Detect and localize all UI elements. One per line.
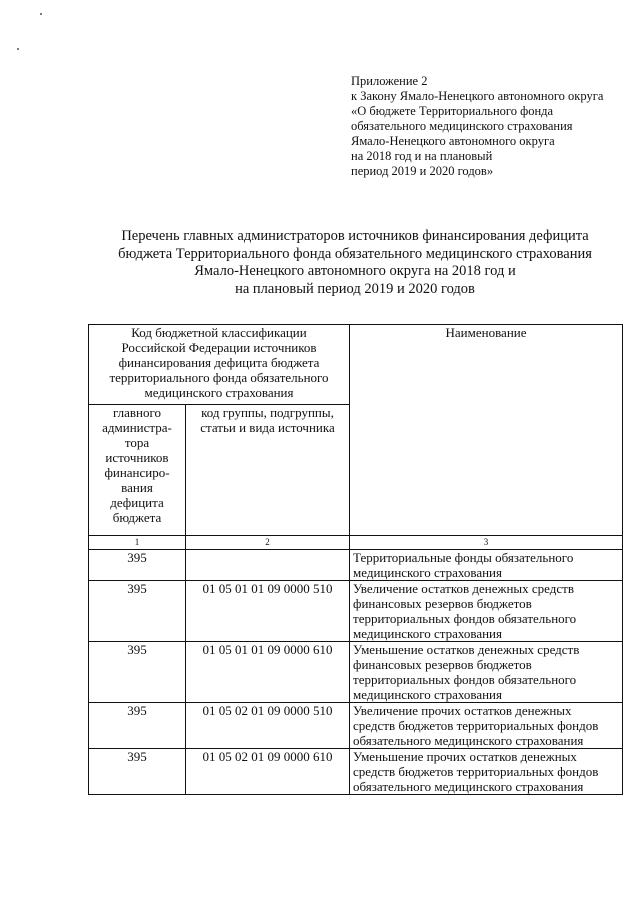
text-line: Российской Федерации источников (121, 340, 317, 355)
appendix-reference (351, 74, 636, 179)
text-line: средств бюджетов территориальных фондов (353, 764, 599, 779)
administrator-code: 395 (89, 642, 186, 703)
text-line: Ямало-Ненецкого автономного округа (351, 134, 555, 148)
text-line: на 2018 год и на плановый (351, 149, 493, 163)
source-code: 01 05 02 01 09 0000 610 (186, 749, 350, 795)
source-code: 01 05 01 01 09 0000 610 (186, 642, 350, 703)
text-line: медицинского страхования (353, 626, 502, 641)
chief-administrator-header (89, 405, 186, 536)
text-line: медицинского страхования (353, 565, 502, 580)
text-line: дефицита (110, 495, 164, 510)
text-line: Перечень главных администраторов источников финансирования дефицита (121, 228, 589, 244)
text-line: Территориальные фонды обязательного (353, 550, 574, 565)
text-line: на плановый период 2019 и 2020 годов (235, 280, 475, 297)
text-line: к Закону Ямало-Ненецкого автономного округа (351, 89, 604, 103)
text-line: обязательного медицинского страхования (353, 779, 584, 794)
scan-speck (40, 13, 42, 15)
text-line: средств бюджетов территориальных фондов (353, 718, 599, 733)
table-row (89, 550, 623, 581)
text-line: финансовых резервов бюджетов (353, 657, 532, 672)
source-name (350, 703, 623, 749)
source-name (350, 581, 623, 642)
text-line: обязательного медицинского страхования (351, 119, 573, 133)
text-line: статьи и вида источника (200, 420, 335, 435)
text-line: Увеличение остатков денежных средств (353, 581, 574, 596)
scan-speck (17, 48, 19, 50)
source-code: 01 05 01 01 09 0000 510 (186, 581, 350, 642)
table-row (89, 703, 623, 749)
text-line: территориальных фондов обязательного (353, 672, 577, 687)
text-line: территориального фонда обязательного (109, 370, 329, 385)
text-line: территориальных фондов обязательного (353, 611, 577, 626)
text-line: Ямало-Ненецкого автономного округа на 2018 год и (194, 263, 516, 279)
text-line: Приложение 2 (351, 74, 428, 88)
table-row (89, 581, 623, 642)
text-line: Увеличение прочих остатков денежных (353, 703, 572, 718)
text-line: главного (112, 405, 162, 420)
text-line: финансирования дефицита бюджета (118, 355, 320, 370)
text-line: Код бюджетной классификации (131, 325, 307, 340)
source-name (350, 550, 623, 581)
text-line: вания (121, 480, 153, 495)
source-code: 01 05 02 01 09 0000 510 (186, 703, 350, 749)
name-column-header: Наименование (350, 325, 623, 536)
administrator-code: 395 (89, 581, 186, 642)
text-line: медицинского страхования (144, 385, 294, 400)
administrators-table (88, 324, 623, 795)
text-line: Уменьшение прочих остатков денежных (353, 749, 577, 764)
table-row (89, 642, 623, 703)
text-line: источников (105, 450, 169, 465)
text-line: «О бюджете Территориального фонда (351, 104, 554, 118)
text-line: финансиро- (104, 465, 170, 480)
text-line: медицинского страхования (353, 687, 502, 702)
budget-classification-code-header (89, 325, 350, 405)
text-line: бюджета Территориального фонда обязательного медицинского страхования (118, 245, 592, 262)
text-line: обязательного медицинского страхования (353, 733, 584, 748)
administrator-code: 395 (89, 703, 186, 749)
document-title (90, 228, 620, 298)
table-row (89, 749, 623, 795)
text-line: период 2019 и 2020 годов» (351, 164, 494, 178)
source-name (350, 642, 623, 703)
text-line: финансовых резервов бюджетов (353, 596, 532, 611)
text-line: администра- (102, 420, 172, 435)
text-line: бюджета (112, 510, 162, 525)
column-numbers-row (89, 536, 623, 550)
column-number: 3 (350, 536, 623, 550)
source-code (186, 550, 350, 581)
text-line: Уменьшение остатков денежных средств (353, 642, 580, 657)
column-number: 2 (186, 536, 350, 550)
source-name (350, 749, 623, 795)
text-line: тора (124, 435, 150, 450)
column-number: 1 (89, 536, 186, 550)
text-line: код группы, подгруппы, (201, 405, 334, 420)
administrator-code: 395 (89, 749, 186, 795)
administrator-code: 395 (89, 550, 186, 581)
source-code-header (186, 405, 350, 536)
